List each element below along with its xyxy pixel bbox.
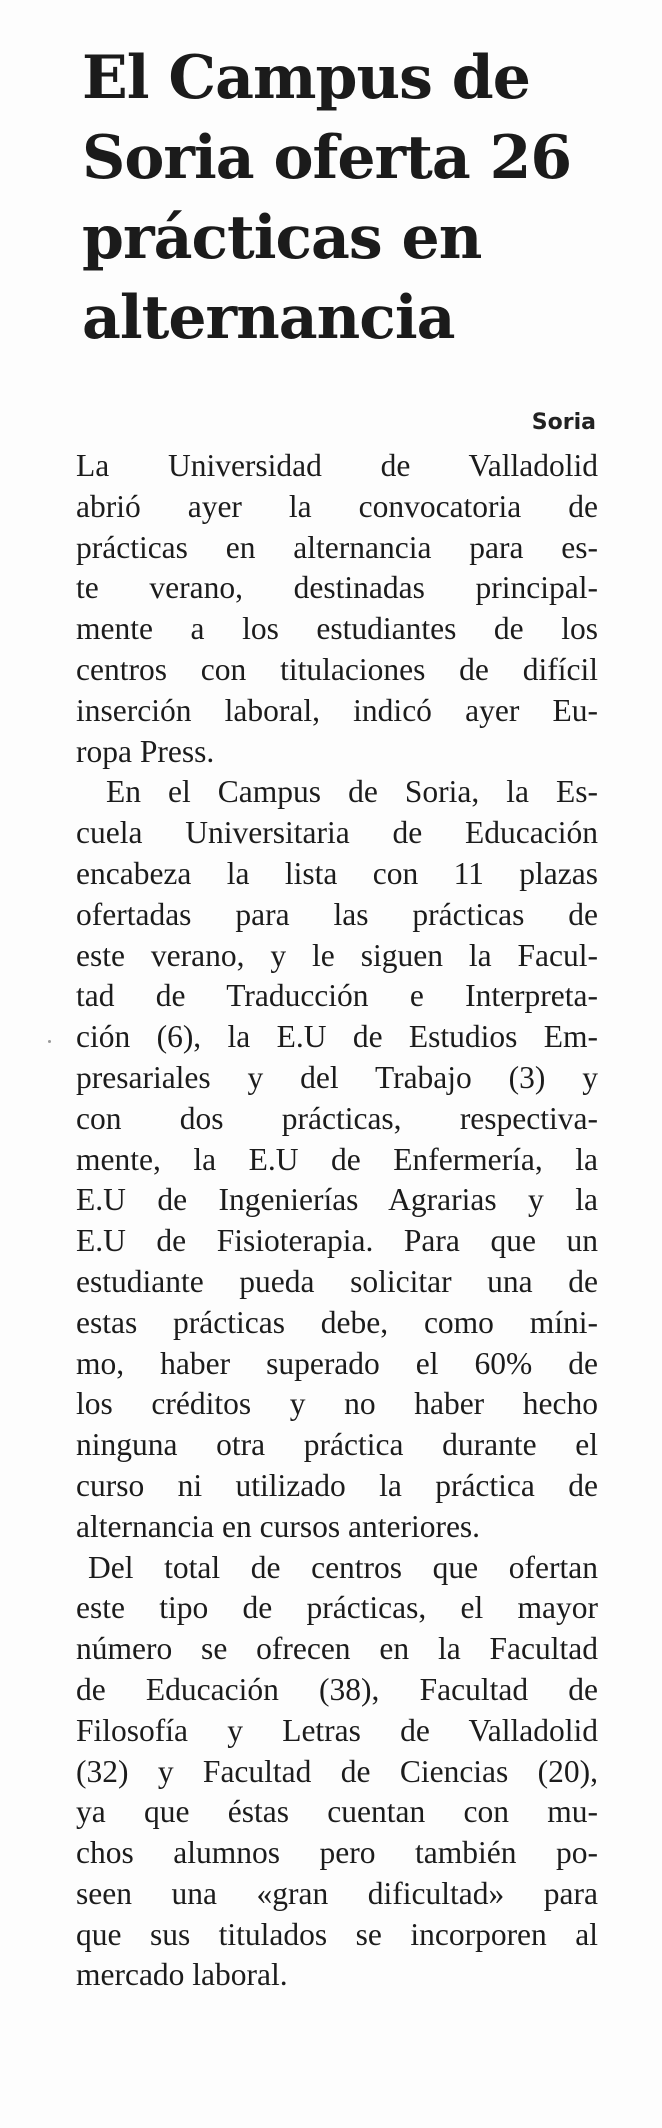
body-line: los créditos y no haber hecho — [76, 1386, 598, 1422]
body-line: prácticas en alternancia para es- — [76, 529, 598, 565]
body-line: ninguna otra práctica durante el — [76, 1427, 598, 1463]
body-line: estudiante pueda solicitar una de — [76, 1263, 598, 1299]
body-line: inserción laboral, indicó ayer Eu- — [76, 692, 598, 728]
body-line: En el Campus de Soria, la Es- — [106, 774, 598, 810]
headline-line: El Campus de — [82, 43, 530, 113]
body-line: de Educación (38), Facultad de — [76, 1671, 598, 1707]
location-byline: Soria — [531, 410, 596, 435]
body-line: tad de Traducción e Interpreta- — [76, 978, 598, 1014]
body-line: mente a los estudiantes de los — [76, 611, 598, 647]
body-line: ción (6), la E.U de Estudios Em- — [76, 1019, 598, 1055]
body-line: número se ofrecen en la Facultad — [76, 1631, 598, 1667]
body-line: Del total de centros que ofertan — [88, 1549, 598, 1585]
body-line: (32) y Facultad de Ciencias (20), — [76, 1753, 598, 1789]
body-line: Filosofía y Letras de Valladolid — [76, 1712, 598, 1748]
body-line: La Universidad de Valladolid — [76, 448, 598, 483]
headline-line: Soria oferta 26 — [82, 123, 572, 193]
body-line: este verano, y le siguen la Facul- — [76, 937, 598, 973]
headline-line: alternancia — [82, 283, 455, 353]
scan-speck — [48, 1040, 51, 1043]
body-line: mente, la E.U de Enfermería, la — [76, 1141, 598, 1177]
body-line: chos alumnos pero también po- — [76, 1835, 598, 1871]
body-line: alternancia en cursos anteriores. — [76, 1508, 481, 1544]
body-line: con dos prácticas, respectiva- — [76, 1100, 598, 1136]
body-line: presariales y del Trabajo (3) y — [76, 1059, 598, 1095]
body-line: encabeza la lista con 11 plazas — [76, 855, 598, 891]
body-line: centros con titulaciones de difícil — [76, 651, 598, 687]
body-line: ya que éstas cuentan con mu- — [76, 1794, 598, 1830]
body-line: mercado laboral. — [76, 1957, 288, 1993]
body-line: ofertadas para las prácticas de — [76, 896, 598, 932]
body-line: que sus titulados se incorporen al — [76, 1916, 598, 1952]
body-line: seen una «gran dificultad» para — [76, 1875, 598, 1911]
article-body — [76, 446, 598, 1996]
body-line: cuela Universitaria de Educación — [76, 815, 598, 851]
body-line: este tipo de prácticas, el mayor — [76, 1590, 598, 1626]
headline — [82, 38, 602, 358]
body-line: estas prácticas debe, como míni- — [76, 1304, 598, 1340]
headline-line: prácticas en — [82, 203, 482, 273]
body-line: abrió ayer la convocatoria de — [76, 488, 598, 524]
body-line: curso ni utilizado la práctica de — [76, 1467, 598, 1503]
body-line: ropa Press. — [76, 733, 215, 769]
body-line: E.U de Ingenierías Agrarias y la — [76, 1182, 598, 1218]
body-line: te verano, destinadas principal- — [76, 570, 598, 606]
body-line: E.U de Fisioterapia. Para que un — [76, 1223, 598, 1259]
body-line: mo, haber superado el 60% de — [76, 1345, 598, 1381]
